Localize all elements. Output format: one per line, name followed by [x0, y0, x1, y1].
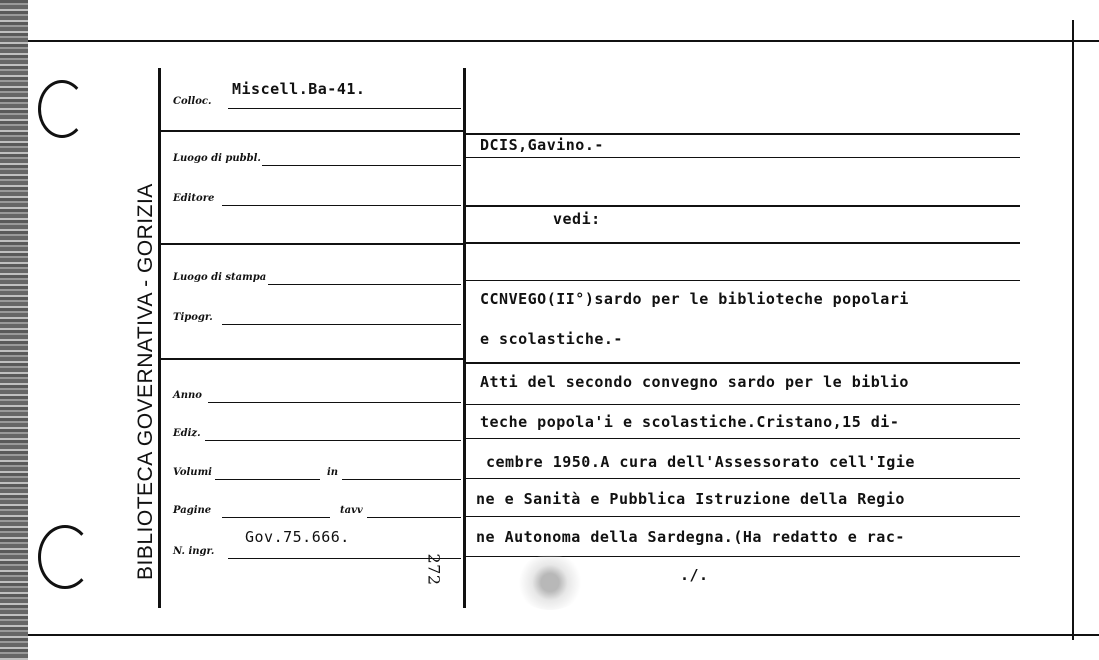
body-line-2: teche popola'i e scolastiche.Cristano,15 di-	[480, 413, 900, 431]
left-rule-1	[160, 130, 463, 132]
label-luogo-pubbl: Luogo di pubbl.	[173, 153, 261, 164]
right-rule-3	[465, 205, 1020, 207]
author-heading: DCIS,Gavino.-	[480, 136, 604, 154]
field-line-anno	[208, 402, 461, 403]
field-line-pagine	[222, 517, 330, 518]
card-right-border	[1072, 20, 1074, 640]
right-rule-5	[465, 280, 1020, 281]
field-line-edizione	[205, 440, 461, 441]
right-rule-6	[465, 362, 1020, 364]
title-heading-line-1: CCNVEGO(II°)sardo per le biblioteche popolari	[480, 290, 909, 308]
right-rule-7	[465, 404, 1020, 405]
body-line-3: cembre 1950.A cura dell'Assessorato cell'Igie	[486, 453, 915, 471]
label-pagine: Pagine	[173, 505, 212, 516]
label-edizione: Ediz.	[173, 428, 201, 439]
right-rule-9	[465, 478, 1020, 479]
body-line-5: ne Autonoma della Sardegna.(Ha redatto e rac-	[476, 528, 905, 546]
value-collocazione: Miscell.Ba-41.	[232, 80, 366, 98]
field-line-editore	[222, 205, 461, 206]
punch-hole-bottom	[38, 525, 92, 589]
right-rule-2	[465, 157, 1020, 158]
library-stamp	[515, 555, 585, 610]
see-also-label: vedi:	[553, 210, 601, 228]
field-line-volumi	[215, 479, 320, 480]
label-collocazione: Colloc.	[173, 96, 212, 107]
title-heading-line-2: e scolastiche.-	[480, 330, 623, 348]
handwritten-note: 272	[424, 553, 444, 586]
punch-hole-top	[38, 80, 86, 138]
field-line-in	[342, 479, 461, 480]
card-bottom-border	[28, 634, 1099, 636]
continuation-mark: ./.	[680, 566, 709, 584]
field-line-collocazione	[228, 108, 461, 109]
card-left-edge	[0, 0, 28, 660]
label-volumi: Volumi	[173, 467, 212, 478]
left-rule-2	[160, 243, 463, 245]
field-line-luogo-stampa	[268, 284, 461, 285]
label-tavole: tavv	[340, 505, 363, 516]
label-anno: Anno	[173, 390, 202, 401]
label-in: in	[327, 467, 339, 478]
label-luogo-stampa: Luogo di stampa	[173, 272, 267, 283]
body-line-4: ne e Sanità e Pubblica Istruzione della Regio	[476, 490, 905, 508]
body-line-1: Atti del secondo convegno sardo per le biblio	[480, 373, 909, 391]
left-column-divider	[158, 68, 161, 608]
card-top-border	[28, 40, 1099, 42]
right-rule-10	[465, 516, 1020, 517]
right-rule-8	[465, 438, 1020, 439]
field-line-luogo-pubbl	[262, 165, 461, 166]
label-n-ingresso: N. ingr.	[173, 546, 215, 557]
field-line-tipografo	[222, 324, 461, 325]
value-n-ingresso: Gov.75.666.	[245, 528, 350, 546]
field-line-tavole	[367, 517, 461, 518]
right-rule-4	[465, 242, 1020, 244]
middle-column-divider	[463, 68, 466, 608]
left-rule-3	[160, 358, 463, 360]
library-name-vertical: BIBLIOTECA GOVERNATIVA - GORIZIA	[134, 183, 157, 580]
label-tipografo: Tipogr.	[173, 312, 213, 323]
label-editore: Editore	[173, 193, 215, 204]
right-rule-1	[465, 133, 1020, 135]
